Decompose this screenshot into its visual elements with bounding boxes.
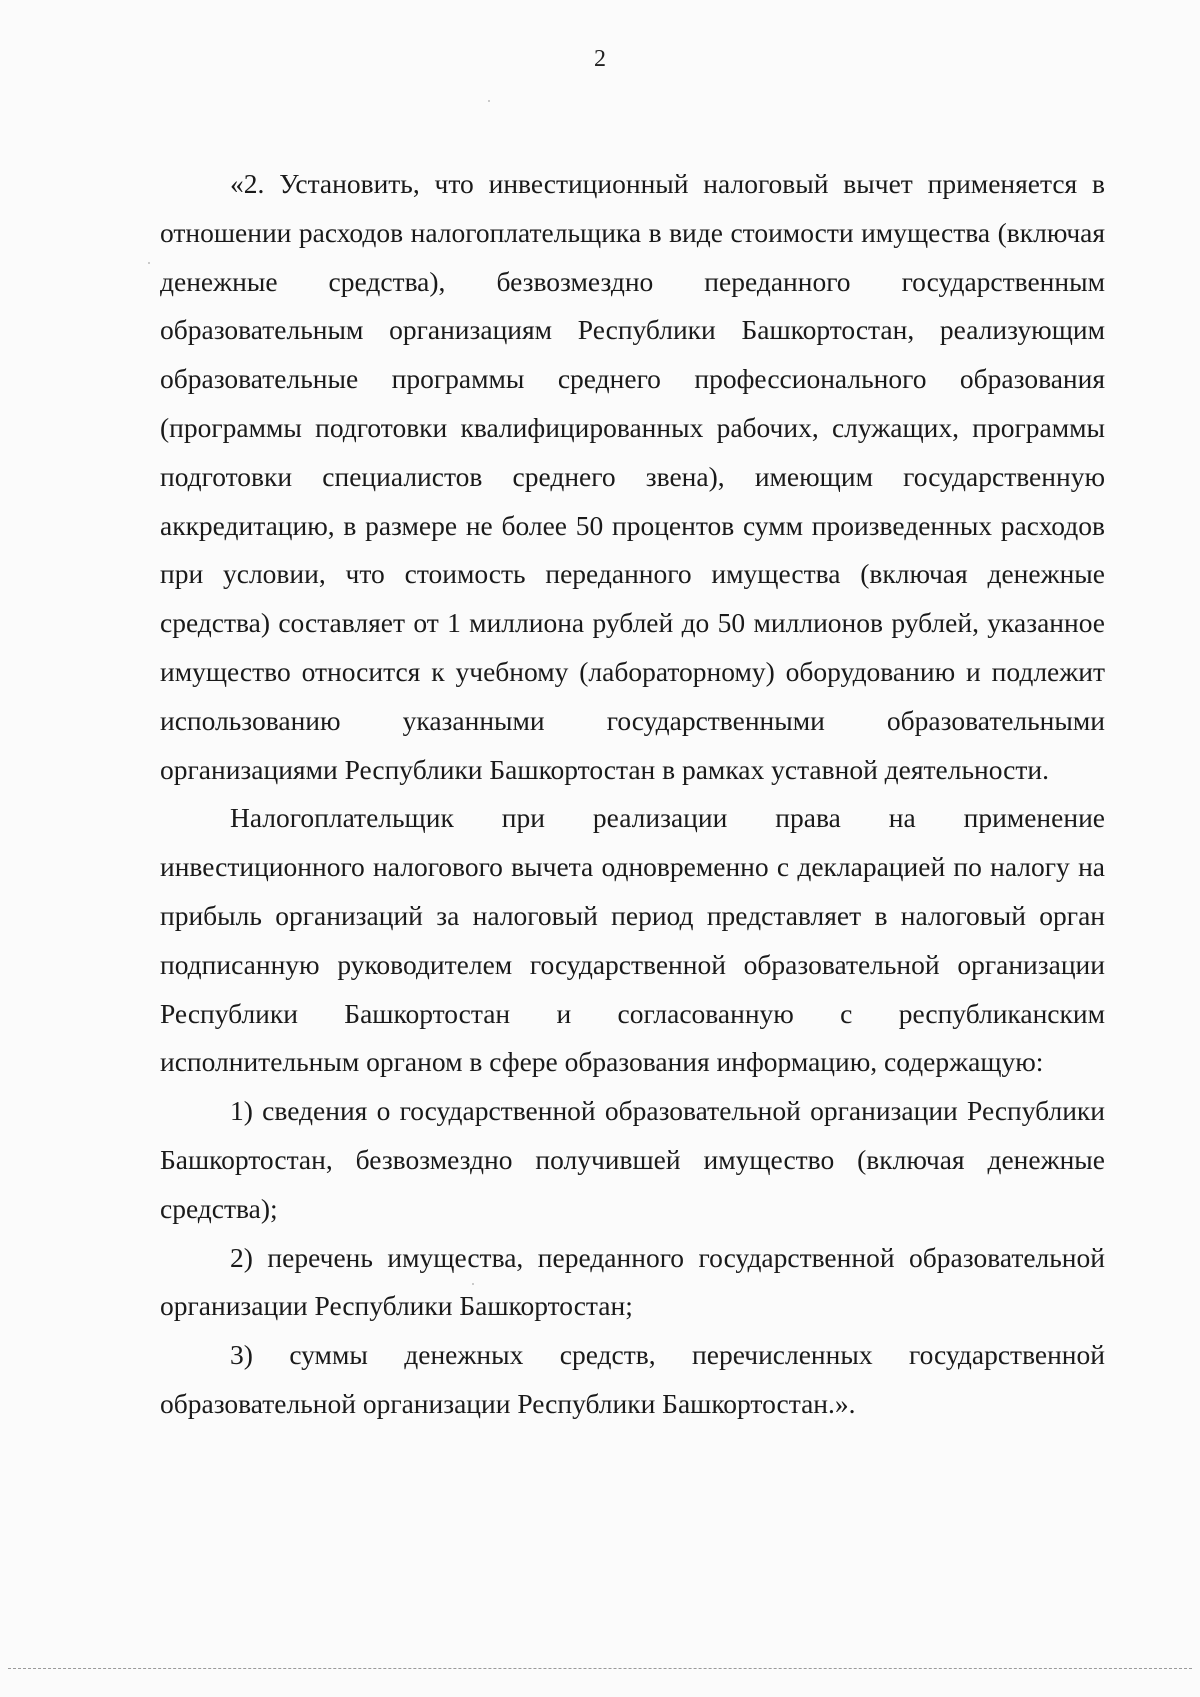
list-item-2: 2) перечень имущества, переданного государственной образовательной организации Республики Башкортостан;: [160, 1241, 1105, 1322]
page-number: 2: [594, 46, 606, 72]
scan-speck: [472, 1283, 474, 1285]
list-item-3: 3) суммы денежных средств, перечисленных государственной образовательной организации Республики Башкортостан.».: [160, 1339, 1105, 1419]
scan-speck: [148, 262, 150, 264]
paragraph-clause-2: «2. Установить, что инвестиционный налоговый вычет применяется в отношении расходов налогоплательщика в виде стоимости имущества (включая денежные средства), безвозмездно переданного государственным образовательным организациям Республики Башкортостан, реализующим образовательные программы среднего профессионального образования (программы подготовки квалифицированных рабочих, служащих, программы подготовки специалистов среднего звена), имеющим государственную аккредитацию, в размере не более 50 процентов сумм произведенных расходов при условии, что стоимость переданного имущества (включая денежные средства) составляет от 1 миллиона рублей до 50 миллионов рублей, указанное имущество относится к учебному (лабораторному) оборудованию и подлежит использованию указанными государственными образовательными организациями Республики Башкортостан в рамках уставной деятельности.: [160, 168, 1105, 785]
list-item-1: 1) сведения о государственной образовательной организации Республики Башкортостан, безвозмездно получившей имущество (включая денежные средства);: [160, 1095, 1105, 1224]
document-body: [160, 160, 1105, 1429]
page-bottom-edge: [8, 1668, 1192, 1669]
scan-speck: [488, 100, 490, 102]
paragraph-taxpayer-information: Налогоплательщик при реализации права на применение инвестиционного налогового вычета одновременно с декларацией по налогу на прибыль организаций за налоговый период представляет в налоговый орган подписанную руководителем государственной образовательной организации Республики Башкортостан и согласованную с республиканским исполнительным органом в сфере образования информацию, содержащую:: [160, 802, 1105, 1078]
